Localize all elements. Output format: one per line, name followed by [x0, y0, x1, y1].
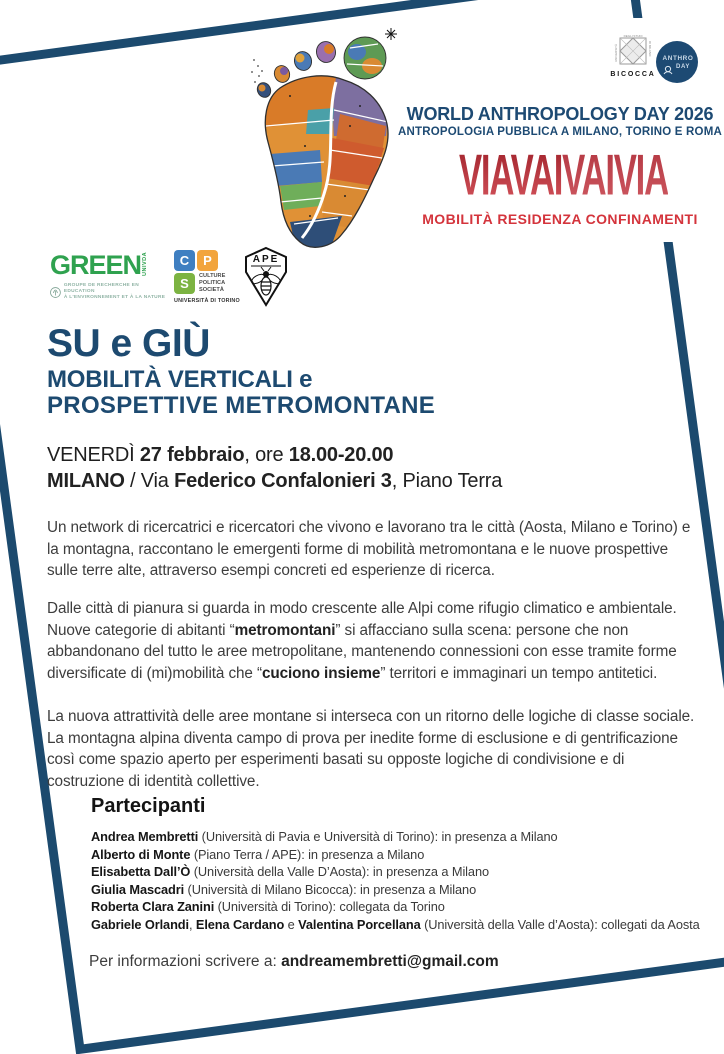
event-subtitle-line1: MOBILITÀ VERTICALI e	[47, 366, 313, 393]
green-univda-logo	[50, 250, 170, 301]
specks-doodle	[251, 59, 263, 83]
svg-text:APE: APE	[252, 254, 280, 265]
event-series-subtitle: ANTROPOLOGIA PUBBLICA A MILANO, TORINO E ROMA	[398, 126, 722, 138]
event-series-title: WORLD ANTHROPOLOGY DAY 2026	[406, 104, 714, 124]
svg-text:DAY: DAY	[676, 64, 690, 70]
green-subtitle-line1: GROUPE DE RECHERCHE EN EDUCATION	[63, 283, 139, 294]
wordmark-tagline: MOBILITÀ RESIDENZA CONFINAMENTI	[422, 211, 698, 227]
participants-list	[91, 828, 711, 933]
star-doodle	[385, 28, 397, 40]
svg-text:ANTHRO: ANTHRO	[662, 55, 694, 62]
green-univda-label: UNIVDA	[142, 251, 149, 276]
contact-info-line: Per informazioni scrivere a: andreamembretti@gmail.com	[89, 953, 499, 970]
body-paragraph-2: Dalle città di pianura si guarda in modo crescente alle Alpi come rifugio climatico e ambientale. Nuove categorie di abitanti “metromontani” si affacciano sulla scena: persone che non abbandonano del tutto le aree metropolitane, mantenendo connessioni con esse tramite forme diversificate di (mi)mobilità che “cuciono insieme” territori e immaginari un tempo antitetici.	[47, 600, 677, 682]
svg-text:DI MILANO: DI MILANO	[648, 41, 652, 57]
body-paragraph-1: Un network di ricercatrici e ricercatori che vivono e lavorano tra le città (Aosta, Milano e Torino) e la montagna, raccontano le emergenti forme di mobilità metromontana e le nuove prospettive sulle terre alte, attraverso esempi concreti ed esperienze di ricerca.	[47, 519, 691, 580]
anthro-day-logo	[655, 40, 699, 84]
participant-row: Roberta Clara Zanini (Università di Torino): collegata da Torino	[91, 899, 445, 914]
green-wordmark: GREEN	[50, 250, 142, 280]
wordmark-left: VIAVAI	[459, 142, 563, 207]
cps-tile-p: P	[197, 250, 218, 271]
cps-unito-logo	[174, 250, 244, 304]
cps-words: CULTURE POLITICA SOCIETÀ	[199, 273, 226, 294]
green-subtitle-line2: À L'ENVIRONNEMENT ET À LA NATURE	[63, 295, 166, 300]
wordmark-right: VAIVIA	[562, 142, 668, 207]
participant-row: Andrea Membretti (Università di Pavia e Università di Torino): in presenza a Milano	[91, 829, 558, 844]
svg-text:DEGLI STUDI: DEGLI STUDI	[623, 34, 643, 38]
date-line: VENERDÌ 27 febbraio, ore 18.00-20.00	[47, 444, 394, 466]
tree-icon	[50, 287, 61, 298]
cps-tile-c: C	[174, 250, 195, 271]
bicocca-university-logo	[609, 34, 657, 80]
event-title: SU e GIÙ	[47, 322, 210, 365]
svg-text:UNIVERSITÀ: UNIVERSITÀ	[614, 43, 618, 62]
participant-row: Giulia Mascadri (Università di Milano Bicocca): in presenza a Milano	[91, 881, 477, 897]
date-venue-block	[47, 443, 502, 494]
venue-line: MILANO / Via Federico Confalonieri 3, Piano Terra	[47, 469, 503, 492]
body-paragraph-3: La nuova attrattività delle aree montane si interseca con un ritorno delle logiche di classe sociale. La montagna alpina diventa campo di prova per inedite forme di esclusione e di gentrificazione così come spazio aperto per esperimenti basati su opposte logiche di condivisione e di costruzione di identità collettive.	[47, 708, 695, 790]
svg-text:BICOCCA: BICOCCA	[610, 71, 656, 78]
footprint-collage-illustration	[250, 26, 400, 256]
participants-heading: Partecipanti	[91, 795, 206, 817]
cps-tile-s: S	[174, 273, 195, 294]
participant-row: Elisabetta Dall’Ò (Università della Valle D’Aosta): in presenza a Milano	[91, 864, 489, 879]
cps-university-label: UNIVERSITÀ DI TORINO	[174, 298, 240, 304]
ape-badge-logo	[243, 246, 289, 308]
participant-row: Alberto di Monte (Piano Terra / APE): in presenza a Milano	[91, 846, 425, 862]
event-subtitle-line2: PROSPETTIVE METROMONTANE	[47, 392, 436, 419]
participant-row: Gabriele Orlandi, Elena Cardano e Valentina Porcellana (Università della Valle d’Aosta): collegati da Aosta	[91, 916, 700, 932]
viavai-wordmark	[395, 142, 724, 215]
